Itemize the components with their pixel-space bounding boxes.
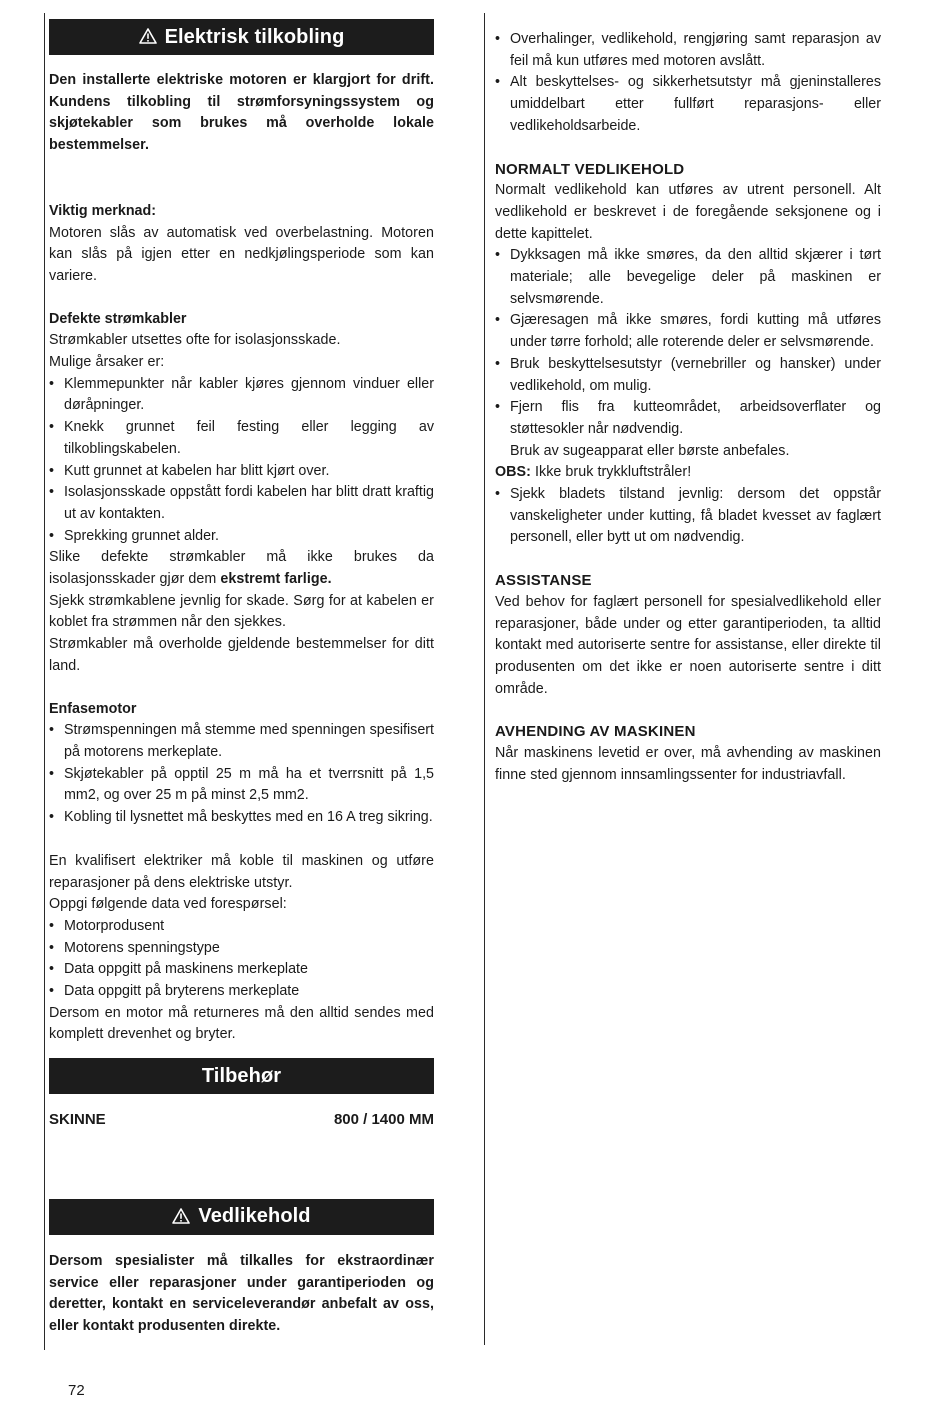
defective-cables-list [49, 374, 434, 548]
list-item: • Fjern flis fra kutteområdet, arbeidsoverflater og støttesokler når nødvendig. [495, 397, 881, 440]
list-item: • Klemmepunkter når kabler kjøres gjennom vinduer eller døråpninger. [49, 374, 434, 417]
request-data-text: Oppgi følgende data ved forespørsel: [49, 896, 287, 913]
assistance-text: Ved behov for faglært personell for spesialvedlikehold eller reparasjoner, både under og etter garantiperioden, ta alltid kontakt med autoriserte sentre for assistanse, eller direkte til produsenten om det ikke er noen autoriserte sentre i ditt område. [495, 593, 881, 697]
electric-intro: Den installerte elektriske motoren er klargjort for drift. Kundens tilkobling til strømforsyningssystem og skjøtekabler som brukes må overholde lokale bestemmelser. [49, 72, 434, 154]
electric-section-title: Elektrisk tilkobling [164, 25, 345, 48]
left-column-rule [44, 13, 45, 1350]
list-item: • Skjøtekabler på opptil 25 m må ha et tverrsnitt på 1,5 mm2, og over 25 m på minst 2,5 mm2. [49, 764, 434, 807]
disposal-heading: AVHENDING AV MASKINEN [495, 723, 696, 741]
accessory-row [49, 1109, 434, 1131]
safety-list [495, 29, 881, 138]
list-item: • Knekk grunnet feil festing eller legging av tilkoblingskabelen. [49, 417, 434, 460]
maintenance-section-header [49, 1199, 434, 1235]
warning-text: Slike defekte strømkabler må ikke brukes da isolasjonsskader gjør dem [49, 549, 434, 588]
check-cables-text: Sjekk strømkablene jevnlig for skade. Sørg for at kabelen er koblet fra strømmen når den sjekkes. [49, 592, 434, 631]
electrician-text: En kvalifisert elektriker må koble til maskinen og utføre reparasjoner på dens elektriske utstyr. [49, 852, 434, 891]
middle-column-rule [484, 13, 485, 1345]
page-number: 72 [68, 1382, 85, 1399]
important-note-heading: Viktig merknad: [49, 202, 156, 219]
electric-section-header [49, 19, 434, 55]
warning-triangle-icon [139, 28, 157, 44]
request-data-list [49, 916, 434, 1003]
maintenance-section-title: Vedlikehold [198, 1205, 311, 1228]
list-item: • Dykksagen må ikke smøres, da den alltid skjærer i tørt materiale; alle bevegelige deler på maskinen er selvsmørende. [495, 245, 881, 310]
important-note-text: Motoren slås av automatisk ved overbelastning. Motoren kan slås på igjen etter en nedkjølingsperiode som kan variere. [49, 224, 434, 284]
cable-regulations-text: Strømkabler må overholde gjeldende bestemmelser for ditt land. [49, 636, 434, 674]
list-item: • Overhalinger, vedlikehold, rengjøring samt reparasjon av feil må kun utføres med motoren avslått. [495, 29, 881, 72]
single-phase-heading: Enfasemotor [49, 700, 137, 717]
accessories-section-header [49, 1058, 434, 1094]
assistance-heading: ASSISTANSE [495, 572, 592, 590]
left-column [49, 19, 434, 1338]
blade-check-list [495, 484, 881, 549]
suction-recommendation: Bruk av sugeapparat eller børste anbefales. [510, 442, 790, 459]
defective-cables-heading: Defekte strømkabler [49, 310, 187, 327]
defective-cables-text-1: Strømkabler utsettes ofte for isolasjonsskade. [49, 332, 341, 349]
obs-label: OBS: [495, 464, 531, 481]
normal-maintenance-list [495, 245, 881, 440]
right-column [495, 29, 881, 787]
list-item: • Isolasjonsskade oppstått fordi kabelen har blitt dratt kraftig ut av kontakten. [49, 482, 434, 525]
list-item: • Sprekking grunnet alder. [49, 526, 434, 548]
maintenance-intro: Dersom spesialister må tilkalles for ekstraordinær service eller reparasjoner under garantiperioden og deretter, kontakt en serviceleverandør anbefalt av oss, eller kontakt produsenten direkte. [49, 1252, 434, 1334]
defective-cables-text-2: Mulige årsaker er: [49, 354, 165, 371]
accessory-name: SKINNE [49, 1111, 106, 1129]
defective-cables-warning [49, 547, 434, 590]
list-item: • Sjekk bladets tilstand jevnlig: dersom det oppstår vanskeligheter under kutting, få bladet kvesset av faglært personell, eller bytt ut om nødvendig. [495, 484, 881, 549]
list-item: • Kobling til lysnettet må beskyttes med en 16 A treg sikring. [49, 807, 434, 829]
list-item: • Gjæresagen må ikke smøres, fordi kutting må utføres under tørre forhold; alle roterende deler er selvsmørende. [495, 310, 881, 353]
obs-text: Ikke bruk trykkluftstråler! [530, 464, 692, 481]
motor-return-text: Dersom en motor må returneres må den alltid sendes med komplett drevenhet og bryter. [49, 1004, 434, 1043]
single-phase-list [49, 720, 434, 829]
list-item: • Motorprodusent [49, 916, 434, 938]
accessory-value: 800 / 1400 MM [333, 1111, 434, 1129]
list-item: • Kutt grunnet at kabelen har blitt kjørt over. [49, 461, 434, 483]
list-item: • Alt beskyttelses- og sikkerhetsutstyr må gjeninstalleres umiddelbart etter fullført reparasjons- eller vedlikeholdsarbeide. [495, 72, 881, 137]
accessories-section-title: Tilbehør [201, 1064, 282, 1087]
warning-emphasis: ekstremt farlige. [220, 571, 332, 588]
warning-triangle-icon [172, 1208, 190, 1224]
list-item: • Data oppgitt på bryterens merkeplate [49, 981, 434, 1003]
list-item: • Motorens spenningstype [49, 938, 434, 960]
list-item: • Data oppgitt på maskinens merkeplate [49, 959, 434, 981]
list-item: • Strømspenningen må stemme med spenningen spesifisert på motorens merkeplate. [49, 720, 434, 763]
normal-maintenance-text: Normalt vedlikehold kan utføres av utrent personell. Alt vedlikehold er beskrevet i de foregående seksjonene og i dette kapittelet. [495, 182, 881, 242]
disposal-text: Når maskinens levetid er over, må avhending av maskinen finne sted gjennom innsamlingssenter for industriavfall. [495, 745, 881, 783]
list-item: • Bruk beskyttelsesutstyr (vernebriller og hansker) under vedlikehold, om mulig. [495, 354, 881, 397]
obs-note [495, 462, 881, 484]
normal-maintenance-heading: NORMALT VEDLIKEHOLD [495, 160, 685, 178]
